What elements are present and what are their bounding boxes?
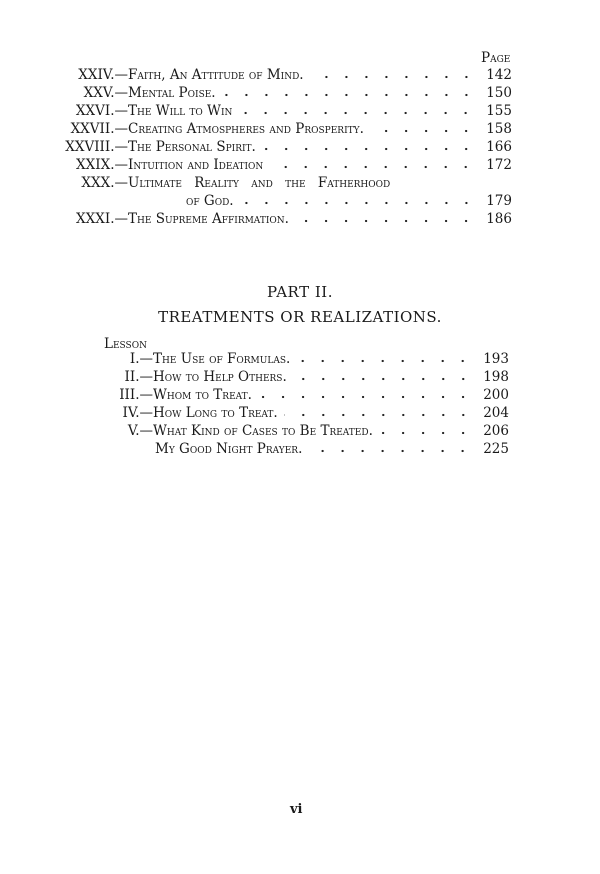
lesson-number: II.— xyxy=(124,369,153,385)
page-number: 186 xyxy=(486,211,512,227)
toc-entry xyxy=(0,102,512,120)
dot-leader xyxy=(262,147,476,151)
toc-entry xyxy=(0,368,509,386)
lesson-number: III.— xyxy=(119,387,153,403)
dot-leader xyxy=(238,111,476,115)
toc-entry xyxy=(0,84,512,102)
dot-leader xyxy=(222,93,476,97)
lesson-title: My Good Night Prayer. xyxy=(155,441,303,457)
lesson-title: How to Help Others. xyxy=(153,369,287,385)
lesson-title: Whom to Treat. xyxy=(153,387,252,403)
page-number: 198 xyxy=(483,369,509,385)
page-number: 166 xyxy=(486,139,512,155)
lesson-title: The Use of Formulas. xyxy=(153,351,291,367)
chapter-number: XXVII.— xyxy=(70,121,128,137)
dot-leader xyxy=(269,165,476,169)
toc-entry xyxy=(0,174,512,192)
chapter-title: Intuition and Ideation xyxy=(128,157,264,173)
toc-entry xyxy=(0,350,509,368)
lesson-title: What Kind of Cases to Be Treated. xyxy=(153,423,373,439)
part-heading: PART II. xyxy=(267,283,333,301)
page-number: 225 xyxy=(483,441,509,457)
toc-entry-continuation xyxy=(0,192,512,210)
chapter-title: The Personal Spirit. xyxy=(128,139,256,155)
page-number: 193 xyxy=(483,351,509,367)
chapter-number: XXIV.— xyxy=(78,67,128,83)
page-number: 179 xyxy=(486,193,512,209)
dot-leader xyxy=(293,377,473,381)
lesson-number: IV.— xyxy=(122,405,153,421)
part-subheading: TREATMENTS OR REALIZATIONS. xyxy=(158,308,442,326)
chapter-title: The Will to Win xyxy=(128,103,233,119)
chapter-title: Mental Poise. xyxy=(128,85,216,101)
dot-leader xyxy=(308,449,473,453)
lesson-title: How Long to Treat. xyxy=(153,405,278,421)
lesson-number: I.— xyxy=(129,351,153,367)
page-column-label: Page xyxy=(481,50,511,66)
toc-entry xyxy=(0,138,512,156)
lesson-number: V.— xyxy=(127,423,153,439)
dot-leader xyxy=(295,219,476,223)
chapter-number: XXVI.— xyxy=(75,103,128,119)
chapter-number: XXIX.— xyxy=(76,157,128,173)
toc-entry xyxy=(0,386,509,404)
chapter-title: Creating Atmospheres and Prosperity. xyxy=(128,121,364,137)
page-number: 150 xyxy=(486,85,512,101)
toc-entry xyxy=(0,120,512,138)
toc-entry xyxy=(0,422,509,440)
chapter-title: The Supreme Affirmation. xyxy=(128,211,289,227)
dot-leader xyxy=(284,413,473,417)
dot-leader xyxy=(258,395,473,399)
chapter-number: XXVIII.— xyxy=(65,139,128,155)
dot-leader xyxy=(370,129,476,133)
chapter-number: XXXI.— xyxy=(76,211,128,227)
lesson-label: Lesson xyxy=(104,336,147,352)
page-folio: vi xyxy=(290,802,303,817)
page-number: 158 xyxy=(486,121,512,137)
toc-entry xyxy=(0,210,512,228)
dot-leader xyxy=(310,75,476,79)
dot-leader xyxy=(240,201,476,205)
dot-leader xyxy=(379,431,473,435)
page-number: 206 xyxy=(483,423,509,439)
page-number: 204 xyxy=(483,405,509,421)
chapter-number: XXV.— xyxy=(83,85,128,101)
page-number: 200 xyxy=(483,387,509,403)
chapter-title: Faith, An Attitude of Mind. xyxy=(128,67,304,83)
chapter-number: XXX.— xyxy=(81,175,128,191)
toc-entry xyxy=(0,156,512,174)
toc-entry xyxy=(0,66,512,84)
page-number: 172 xyxy=(486,157,512,173)
toc-entry xyxy=(0,404,509,422)
page-number: 155 xyxy=(486,103,512,119)
page-number: 142 xyxy=(486,67,512,83)
toc-entry xyxy=(0,440,509,458)
chapter-title: Ultimate Reality and the Fatherhood xyxy=(128,175,391,191)
chapter-title-continued: of God. xyxy=(186,193,234,209)
dot-leader xyxy=(296,359,473,363)
